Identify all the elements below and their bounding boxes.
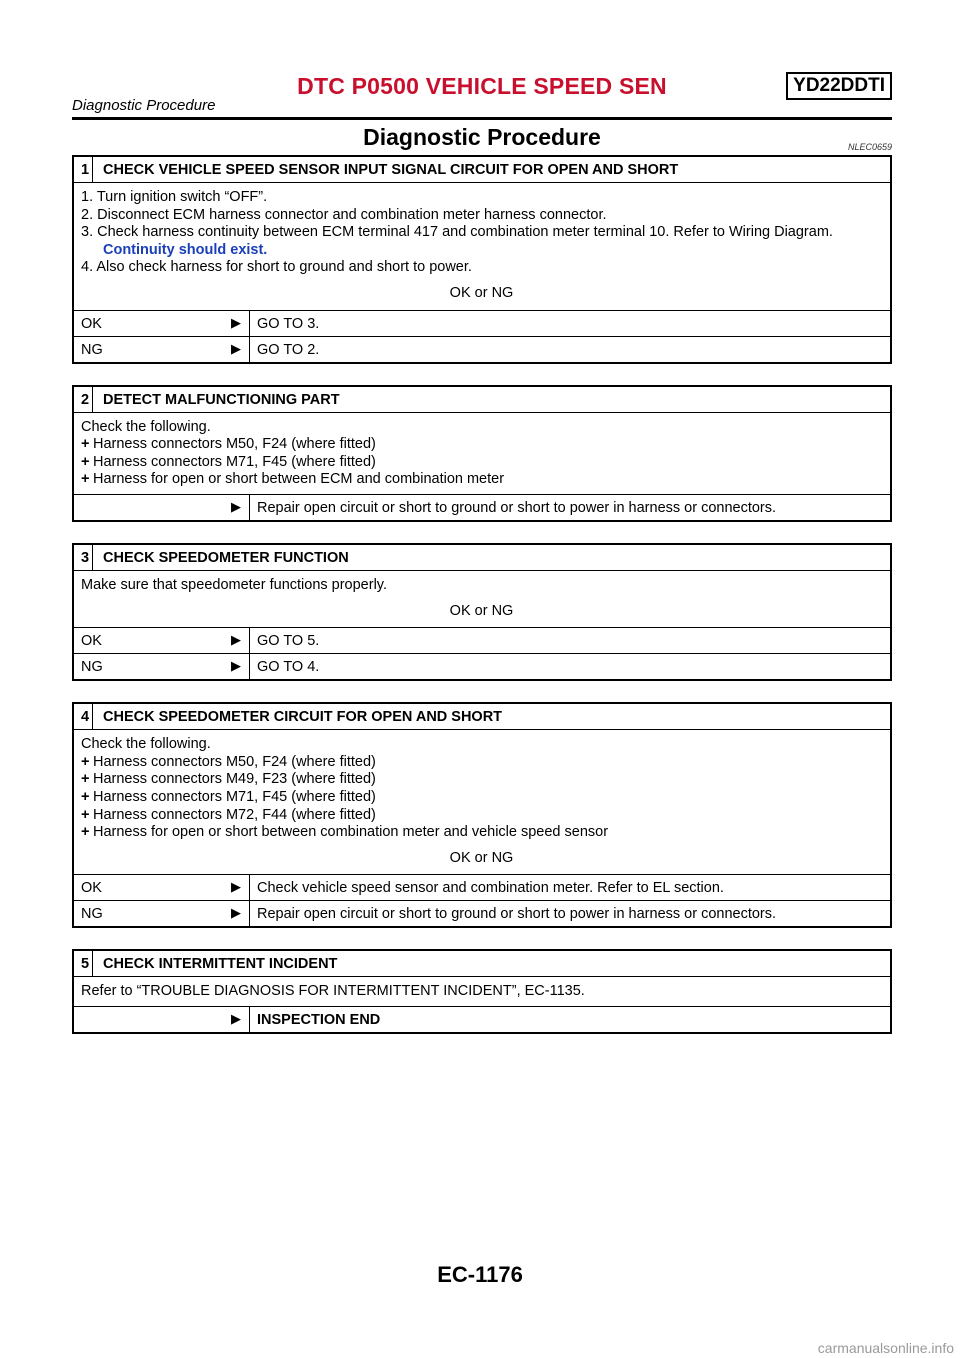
page-header — [72, 0, 892, 121]
result-label — [74, 495, 249, 520]
intro-text: Check the following. — [81, 418, 211, 435]
instruction-line: 3. Check harness continuity between ECM terminal 417 and combination meter terminal 10. Refer to Wiring Diagram. — [81, 224, 833, 241]
arrow-right-icon: ▶ — [231, 498, 241, 514]
result-label — [74, 875, 249, 900]
result-label-text: OK — [81, 633, 102, 650]
result-row — [74, 653, 890, 679]
result-row — [74, 874, 890, 900]
intro-text: Refer to “TROUBLE DIAGNOSIS FOR INTERMITTENT INCIDENT”, EC-1135. — [81, 983, 585, 1000]
result-action: Repair open circuit or short to ground or short to power in harness or connectors. — [249, 901, 890, 926]
arrow-right-icon: ▶ — [231, 340, 241, 356]
intro-text: Make sure that speedometer functions properly. — [81, 576, 388, 593]
step-body — [74, 413, 890, 494]
step-number: 2 — [81, 391, 90, 408]
bullet-icon: + — [81, 771, 90, 788]
result-label-text: NG — [81, 906, 103, 923]
bullet-item — [81, 436, 882, 454]
bullet-text: Harness for open or short between combination meter and vehicle speed sensor — [93, 824, 609, 841]
engine-model-badge: YD22DDTI — [786, 72, 892, 100]
instruction-line: 1. Turn ignition switch “OFF”. — [81, 189, 268, 205]
bullet-item — [81, 754, 882, 772]
step-number: 1 — [81, 162, 90, 178]
bullet-icon: + — [81, 753, 90, 770]
result-label — [74, 337, 249, 362]
step-title: CHECK SPEEDOMETER FUNCTION — [103, 549, 349, 566]
header-rule — [72, 117, 892, 120]
bullet-item — [81, 471, 882, 489]
result-action: GO TO 4. — [249, 654, 890, 679]
step-body — [74, 977, 890, 1006]
section-title: Diagnostic Procedure — [363, 124, 601, 150]
result-label — [74, 628, 249, 653]
bullet-item — [81, 824, 882, 842]
bullet-icon: + — [81, 436, 90, 453]
step-header — [74, 387, 890, 413]
bullet-icon: + — [81, 471, 90, 488]
ok-or-ng-label: OK or NG — [449, 284, 514, 301]
step-header — [74, 157, 890, 183]
section-code: NLEC0659 — [847, 142, 892, 152]
result-label-text: OK — [81, 315, 102, 332]
step-number: 4 — [81, 709, 90, 726]
step-title: CHECK INTERMITTENT INCIDENT — [103, 956, 338, 973]
step-divider — [92, 157, 93, 183]
result-label — [74, 654, 249, 679]
result-row — [74, 310, 890, 336]
step-divider — [92, 704, 93, 730]
ok-or-ng-label: OK or NG — [449, 602, 514, 619]
step-divider — [92, 951, 93, 977]
arrow-right-icon: ▶ — [231, 879, 241, 895]
result-row — [74, 336, 890, 362]
step-box — [72, 949, 892, 1034]
result-action: Check vehicle speed sensor and combination meter. Refer to EL section. — [249, 875, 890, 900]
bullet-text: Harness connectors M50, F24 (where fitted) — [93, 753, 376, 770]
step-number: 5 — [81, 956, 90, 973]
result-action: INSPECTION END — [249, 1007, 890, 1032]
result-row — [74, 494, 890, 520]
arrow-right-icon: ▶ — [231, 1010, 241, 1026]
result-action: GO TO 5. — [249, 628, 890, 653]
step-divider — [92, 387, 93, 413]
result-row — [74, 627, 890, 653]
step-body — [74, 571, 890, 627]
step-number: 3 — [81, 549, 90, 566]
arrow-right-icon: ▶ — [231, 314, 241, 330]
bullet-text: Harness for open or short between ECM and combination meter — [93, 471, 505, 488]
bullet-text: Harness connectors M72, F44 (where fitted) — [93, 806, 376, 823]
arrow-right-icon: ▶ — [231, 632, 241, 648]
bullet-icon: + — [81, 453, 90, 470]
instruction-line: 4. Also check harness for short to ground and short to power. — [81, 259, 472, 276]
step-box — [72, 543, 892, 681]
bullet-item — [81, 454, 882, 472]
step-divider — [92, 545, 93, 571]
intro-text: Check the following. — [81, 736, 211, 753]
result-action: GO TO 3. — [249, 311, 890, 336]
arrow-right-icon: ▶ — [231, 905, 241, 921]
step-box — [72, 155, 892, 364]
result-row — [74, 900, 890, 926]
bullet-text: Harness connectors M71, F45 (where fitted) — [93, 788, 376, 805]
result-row — [74, 1006, 890, 1032]
result-label-text: NG — [81, 341, 103, 358]
arrow-right-icon: ▶ — [231, 658, 241, 674]
result-label — [74, 311, 249, 336]
step-box — [72, 702, 892, 928]
watermark: carmanualsonline.info — [817, 1340, 954, 1356]
result-label — [74, 901, 249, 926]
page-number: EC-1176 — [437, 1262, 523, 1287]
step-body — [74, 730, 890, 874]
bullet-icon: + — [81, 824, 90, 841]
step-box — [72, 385, 892, 522]
result-label-text: NG — [81, 659, 103, 676]
step-title: DETECT MALFUNCTIONING PART — [103, 391, 340, 408]
bullet-item — [81, 789, 882, 807]
diagnostic-steps — [72, 155, 892, 1055]
spec-text: Continuity should exist. — [103, 241, 268, 258]
step-header — [74, 704, 890, 730]
step-body — [74, 183, 890, 310]
step-header — [74, 545, 890, 571]
header-subtitle: Diagnostic Procedure — [72, 97, 216, 114]
ok-or-ng-label: OK or NG — [449, 849, 514, 866]
bullet-item — [81, 807, 882, 825]
result-label — [74, 1007, 249, 1032]
bullet-text: Harness connectors M49, F23 (where fitted) — [93, 771, 376, 788]
step-title: CHECK SPEEDOMETER CIRCUIT FOR OPEN AND SHORT — [103, 709, 503, 726]
result-label-text: OK — [81, 880, 102, 897]
bullet-icon: + — [81, 788, 90, 805]
instruction-line: 2. Disconnect ECM harness connector and combination meter harness connector. — [81, 206, 607, 223]
bullet-text: Harness connectors M71, F45 (where fitted) — [93, 453, 376, 470]
header-title: DTC P0500 VEHICLE SPEED SEN — [297, 73, 667, 99]
result-action: GO TO 2. — [249, 337, 890, 362]
step-header — [74, 951, 890, 977]
bullet-text: Harness connectors M50, F24 (where fitted) — [93, 436, 376, 453]
step-title: CHECK VEHICLE SPEED SENSOR INPUT SIGNAL CIRCUIT FOR OPEN AND SHORT — [103, 162, 679, 178]
bullet-icon: + — [81, 806, 90, 823]
bullet-item — [81, 771, 882, 789]
result-action: Repair open circuit or short to ground or short to power in harness or connectors. — [249, 495, 890, 520]
